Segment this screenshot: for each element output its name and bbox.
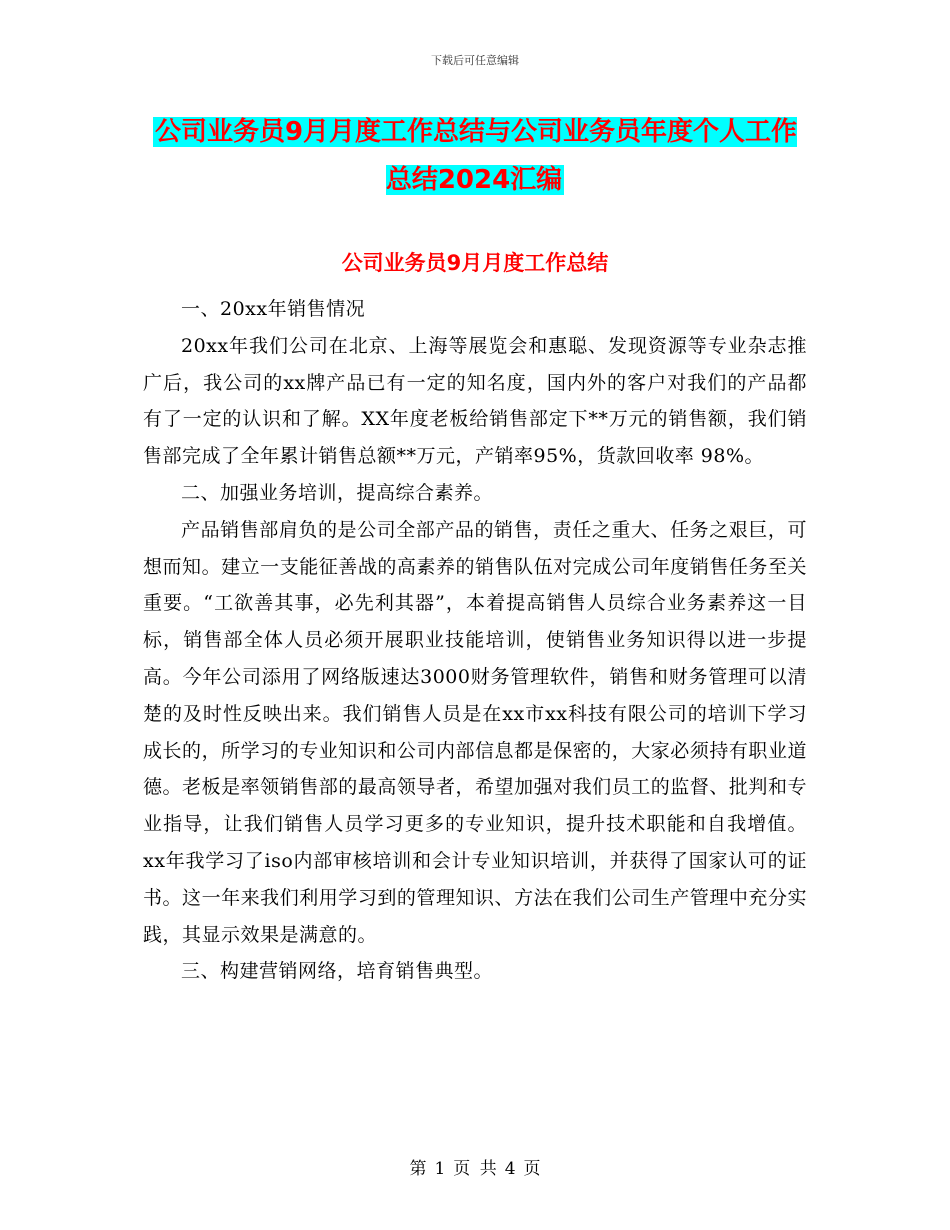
- heading-business-training: 二、加强业务培训，提高综合素养。: [181, 481, 494, 504]
- footer-suffix: 页: [523, 1159, 541, 1179]
- page-number: 1: [434, 1159, 446, 1179]
- footer-mid: 页 共: [453, 1159, 497, 1179]
- page-footer: [0, 1154, 950, 1179]
- document-title-text: 公司业务员9月月度工作总结与公司业务员年度个人工作总结2024汇编: [154, 117, 798, 195]
- document-title: [143, 108, 807, 204]
- page-total: 4: [504, 1159, 516, 1179]
- footer-prefix: 第: [409, 1159, 427, 1179]
- document-body: [143, 291, 807, 990]
- section-title: 公司业务员9月月度工作总结: [341, 251, 609, 275]
- paragraph-business-training: 产品销售部肩负的是公司全部产品的销售，责任之重大、任务之艰巨，可想而知。建立一支能征善战的高素养的销售队伍对完成公司年度销售任务至关重要。“工欲善其事，必先利其器”，本着提高销售人员综合业务素养这一目标，销售部全体人员必须开展职业技能培训，使销售业务知识得以进一步提高。今年公司添用了网络版速达3000财务管理软件，销售和财务管理可以清楚的及时性反映出来。我们销售人员是在xx市xx科技有限公司的培训下学习成长的，所学习的专业知识和公司内部信息都是保密的，大家必须持有职业道德。老板是率领销售部的最高领导者，希望加强对我们员工的监督、批判和专业指导，让我们销售人员学习更多的专业知识，提升技术职能和自我增值。xx年我学习了iso内部审核培训和会计专业知识培训，并获得了国家认可的证书。这一年来我们利用学习到的管理知识、方法在我们公司生产管理中充分实践，其显示效果是满意的。: [143, 518, 807, 946]
- heading-marketing-network: 三、构建营销网络，培育销售典型。: [181, 960, 494, 983]
- paragraph-sales-situation: 20xx年我们公司在北京、上海等展览会和惠聪、发现资源等专业杂志推广后，我公司的xx牌产品已有一定的知名度，国内外的客户对我们的产品都有了一定的认识和了解。XX年度老板给销售部定下**万元的销售额，我们销售部完成了全年累计销售总额**万元，产销率95%，货款回收率 98%。: [143, 334, 807, 468]
- header-note: 下载后可任意编辑: [431, 54, 519, 67]
- heading-sales-situation: 一、20xx年销售情况: [181, 298, 366, 320]
